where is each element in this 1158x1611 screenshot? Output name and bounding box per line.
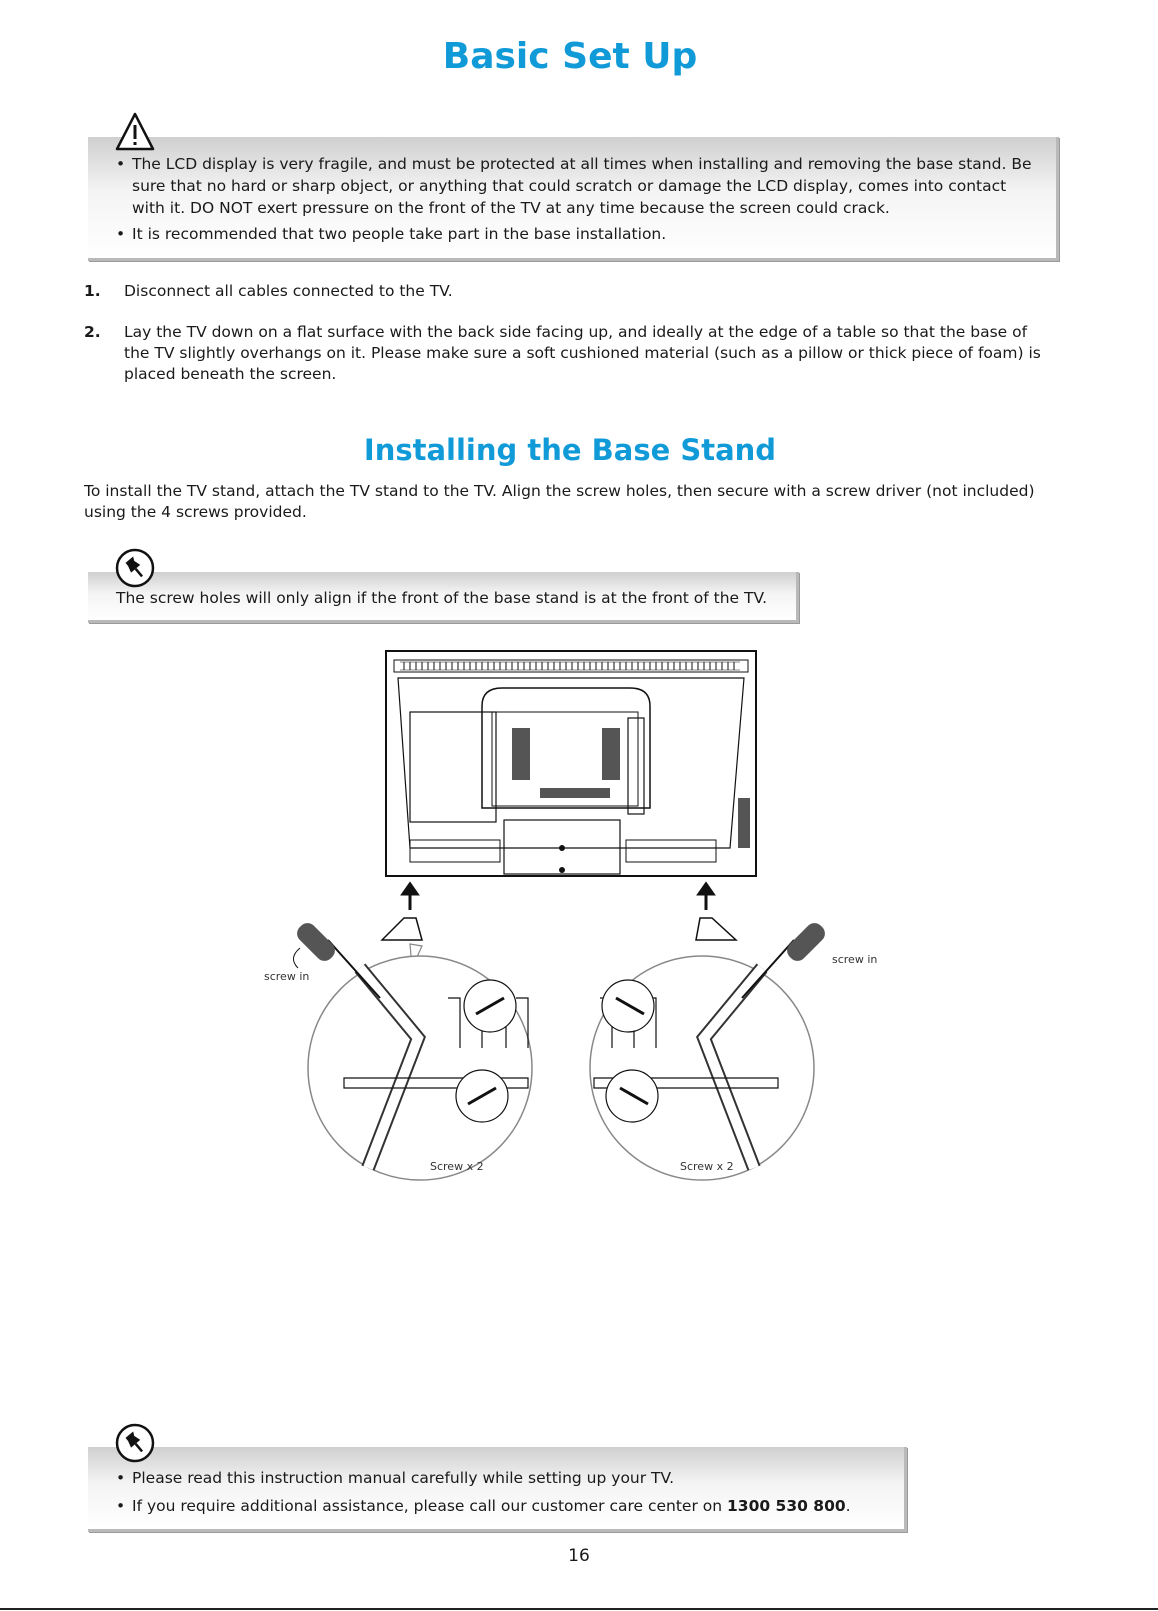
bottom-rule xyxy=(0,1608,1158,1610)
bottom-bullet-1: • Please read this instruction manual carefully while setting up your TV. xyxy=(116,1469,675,1487)
label-screw-in-left: screw in xyxy=(264,970,310,983)
base-stand-diagram xyxy=(250,648,890,1200)
page-title: Basic Set Up xyxy=(442,36,698,77)
section-title: Installing the Base Stand xyxy=(363,433,777,467)
bottom-note-box xyxy=(88,1447,907,1532)
pin-note-box xyxy=(88,572,799,623)
label-screw-in-right: screw in xyxy=(832,953,878,966)
pushpin-icon xyxy=(114,547,156,589)
warning-triangle-icon xyxy=(114,111,156,153)
phone-number: 1300 530 800 xyxy=(727,1497,846,1515)
warning-bullet-1: • The LCD display is very fragile, and must be protected at all times when installing and removing the base stand. Be sure that no hard or sharp object, or anything that could scratch or damage the LCD display, comes into contact with it. DO NOT exert pressure on the front of the TV at any time because the screen could crack. xyxy=(116,155,1032,217)
step-1: 1. Disconnect all cables connected to the TV. xyxy=(84,282,453,300)
step-2: 2. Lay the TV down on a flat surface with the back side facing up, and ideally at the edge of a table so that the base of the TV slightly overhangs on it. Please make sure a soft cushioned material (such as a pillow or thick piece of foam) is placed beneath the screen. xyxy=(84,323,1041,383)
warning-box xyxy=(88,137,1059,261)
label-screws-right: Screw x 2 xyxy=(680,1160,734,1173)
bottom-bullet-2: • If you require additional assistance, please call our customer care center on 1300 530 800. xyxy=(116,1497,851,1515)
pin-note-text: The screw holes will only align if the front of the base stand is at the front of the TV. xyxy=(116,589,768,607)
warning-bullet-2: • It is recommended that two people take part in the base installation. xyxy=(116,225,667,243)
section-text: To install the TV stand, attach the TV stand to the TV. Align the screw holes, then secure with a screw driver (not included) using the 4 screws provided. xyxy=(84,482,1035,521)
tv-back-illustration xyxy=(386,651,756,876)
label-screws-left: Screw x 2 xyxy=(430,1160,484,1173)
page-number: 16 xyxy=(568,1546,590,1566)
pushpin-icon xyxy=(114,1422,156,1464)
